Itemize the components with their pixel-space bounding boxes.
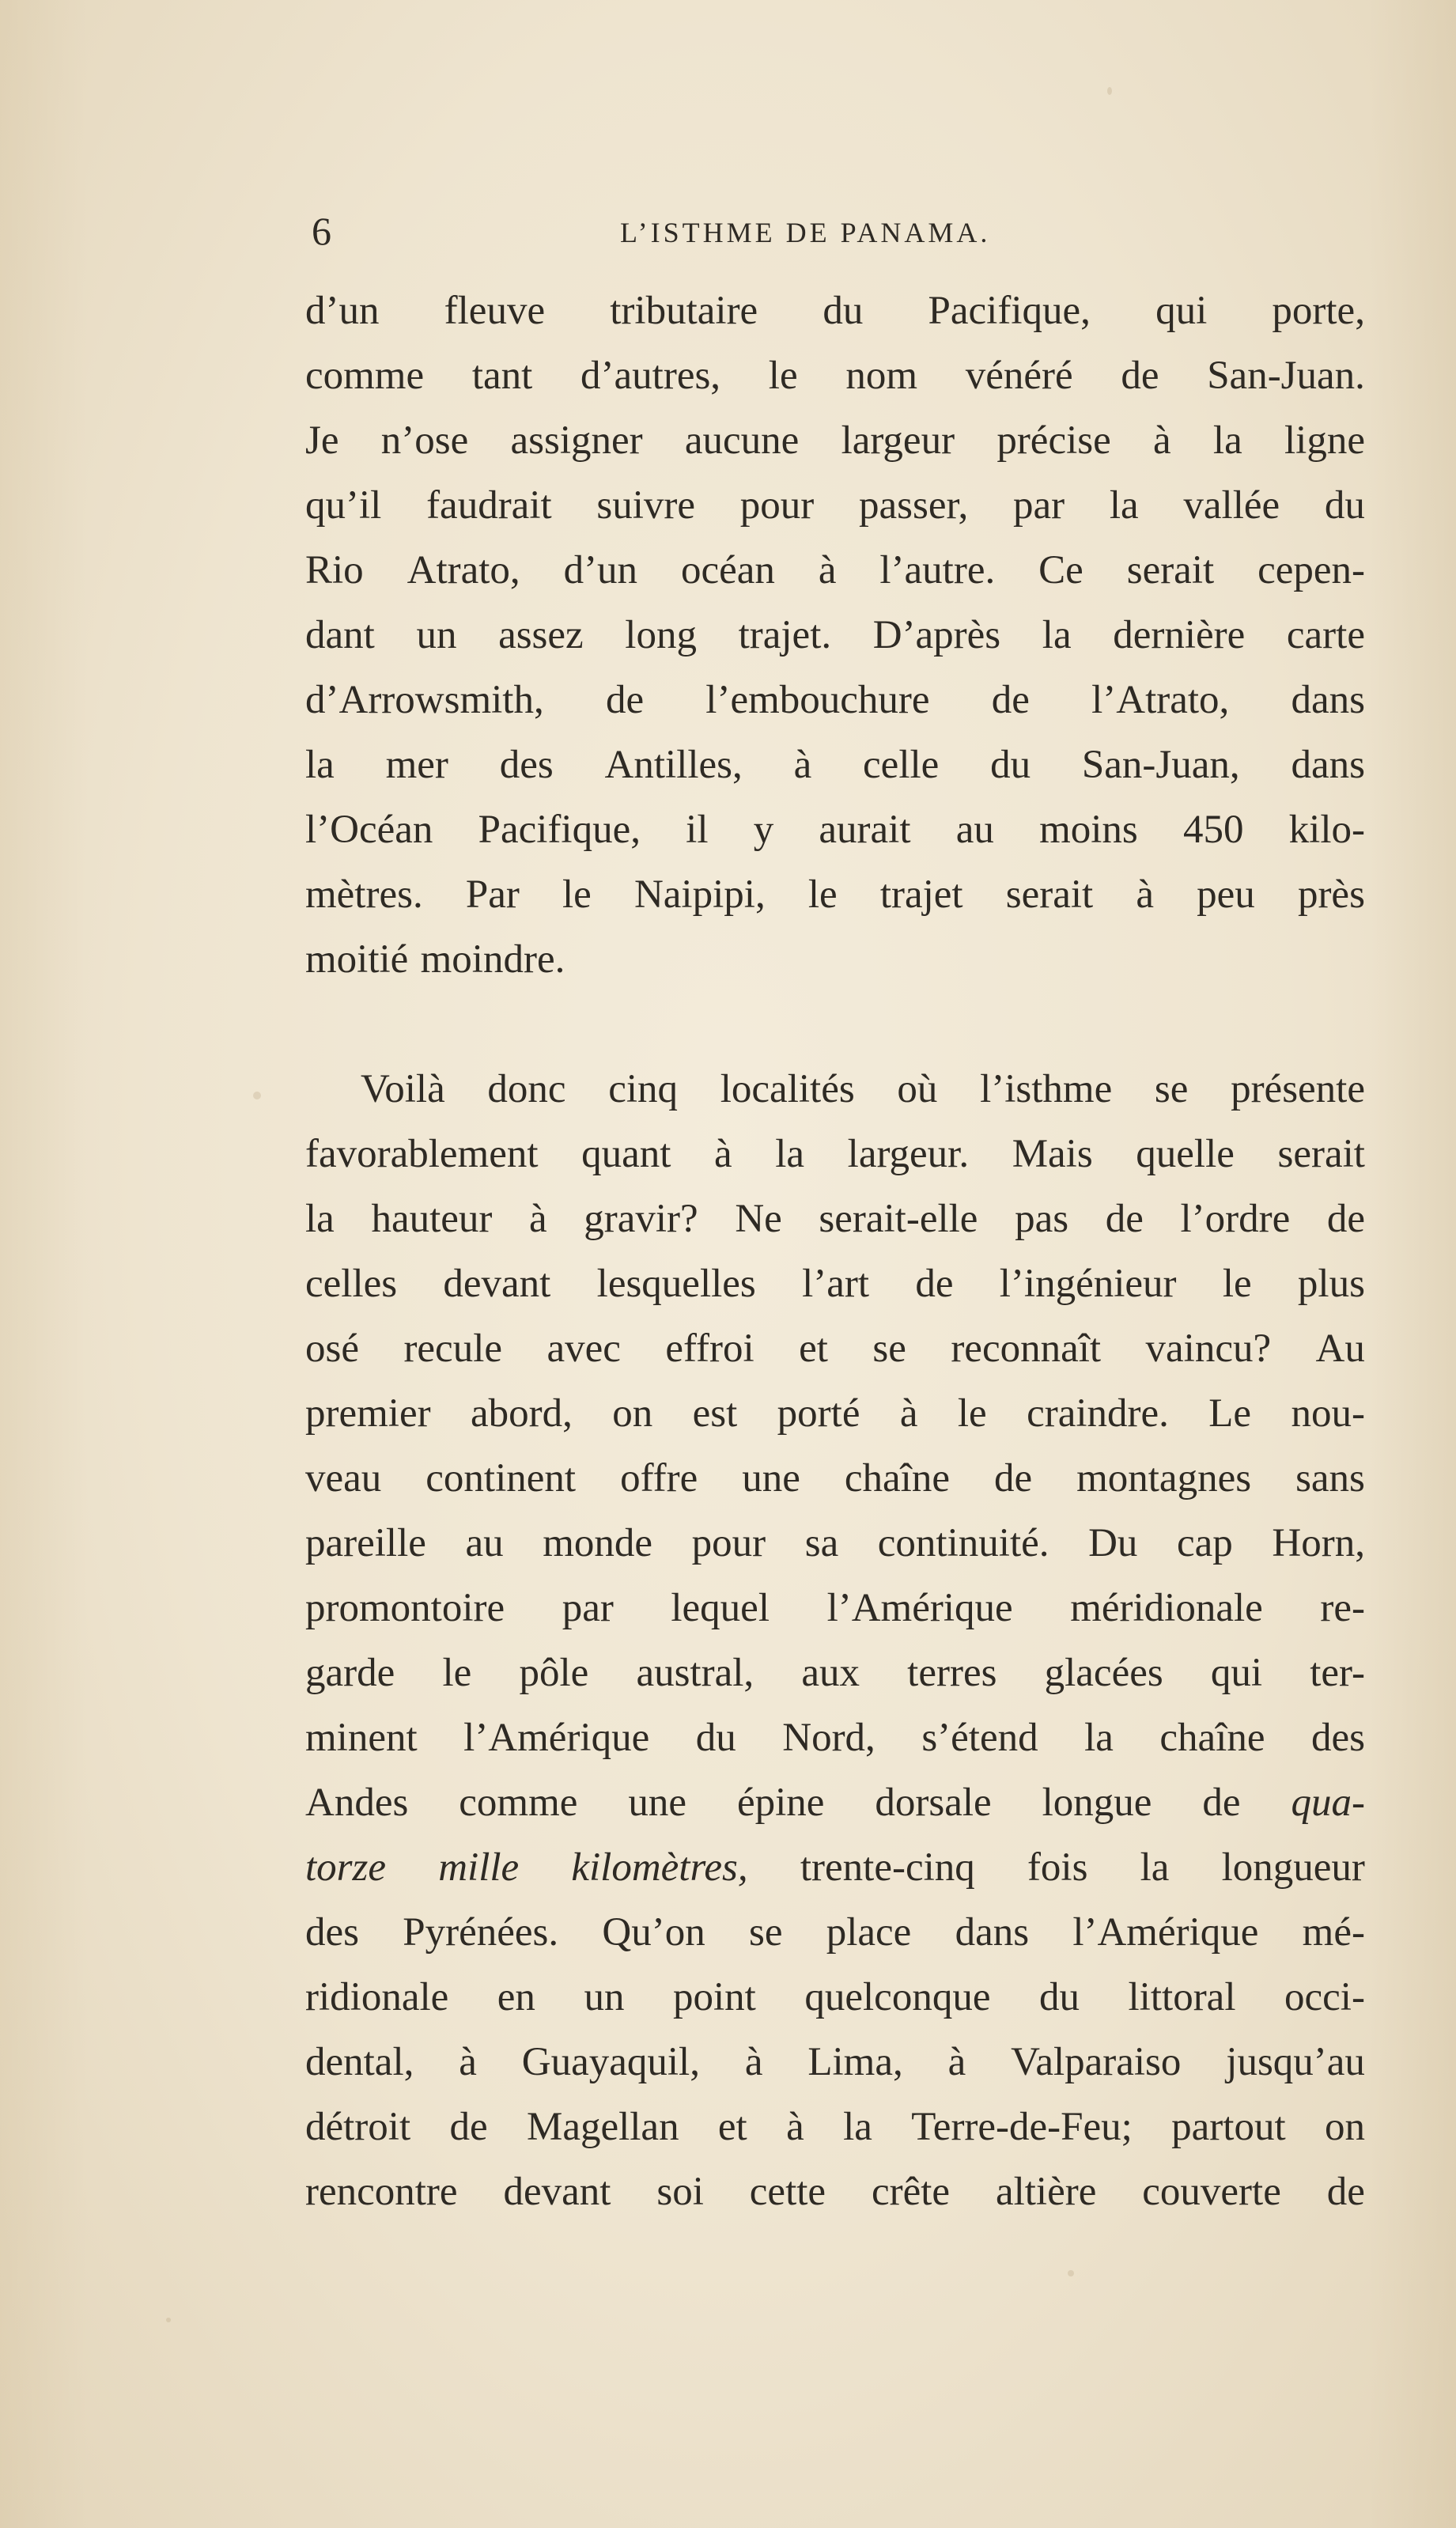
word: aurait bbox=[819, 808, 911, 852]
word: de bbox=[993, 1456, 1033, 1501]
word: serait bbox=[1126, 548, 1215, 592]
word: du bbox=[990, 743, 1031, 787]
word: océan bbox=[680, 548, 775, 592]
word: la bbox=[1109, 483, 1139, 528]
word: passer, bbox=[859, 483, 969, 528]
word: est bbox=[692, 1391, 738, 1436]
word: continuité. bbox=[877, 1521, 1049, 1565]
word: pareille bbox=[305, 1521, 426, 1565]
word: pas bbox=[1015, 1197, 1069, 1241]
word: Magellan bbox=[526, 2105, 679, 2149]
word: trajet. bbox=[738, 613, 832, 657]
word: qu’il bbox=[305, 483, 382, 528]
text-line bbox=[305, 1381, 1365, 1446]
word: cap bbox=[1177, 1521, 1233, 1565]
text-line bbox=[305, 1511, 1365, 1576]
word: largeur. bbox=[847, 1132, 970, 1176]
word: on bbox=[612, 1391, 653, 1436]
text-line bbox=[305, 278, 1365, 343]
word: le bbox=[442, 1651, 472, 1695]
word: de bbox=[1326, 1197, 1365, 1241]
word: dans bbox=[1291, 678, 1365, 722]
word: mé- bbox=[1302, 1910, 1365, 1955]
word: se bbox=[872, 1326, 906, 1371]
word: dorsale bbox=[875, 1781, 992, 1825]
body-text bbox=[305, 278, 1365, 2224]
word: lesquelles bbox=[596, 1262, 756, 1306]
word: osé bbox=[305, 1326, 359, 1371]
word: lequel bbox=[671, 1586, 770, 1630]
word: de bbox=[991, 678, 1030, 722]
paragraph bbox=[305, 1057, 1365, 2224]
word: près bbox=[1297, 872, 1365, 917]
word: y bbox=[753, 808, 774, 852]
text-line bbox=[305, 797, 1365, 862]
word: ligne bbox=[1284, 418, 1365, 463]
text-line bbox=[305, 2030, 1365, 2095]
paper-stain bbox=[253, 1092, 261, 1099]
word: de bbox=[1326, 2170, 1365, 2214]
word: se bbox=[1154, 1067, 1189, 1111]
word: du bbox=[823, 289, 864, 333]
word: la bbox=[843, 2105, 872, 2149]
text-line bbox=[305, 1641, 1365, 1705]
word: de bbox=[915, 1262, 954, 1306]
word: l’Atrato, bbox=[1091, 678, 1230, 722]
running-title: L’ISTHME DE PANAMA. bbox=[620, 217, 991, 248]
word: minent bbox=[305, 1716, 418, 1760]
word: à bbox=[786, 2105, 804, 2149]
word: l’ingénieur bbox=[999, 1262, 1177, 1306]
word: de bbox=[1202, 1781, 1241, 1825]
word: recule bbox=[403, 1326, 502, 1371]
text-line bbox=[305, 473, 1365, 538]
word: Andes bbox=[305, 1781, 409, 1825]
text-line bbox=[305, 732, 1365, 797]
word: tant bbox=[471, 354, 533, 398]
word: détroit bbox=[305, 2105, 411, 2149]
word: l’Océan bbox=[305, 808, 433, 852]
word: Horn, bbox=[1272, 1521, 1365, 1565]
word: re- bbox=[1320, 1586, 1365, 1630]
word: Naipipi, bbox=[633, 872, 766, 917]
word: San-Juan. bbox=[1207, 354, 1365, 398]
word: porté bbox=[777, 1391, 860, 1436]
word: d’autres, bbox=[581, 354, 721, 398]
word: long bbox=[625, 613, 697, 657]
word: faudrait bbox=[426, 483, 552, 528]
word: qui bbox=[1210, 1651, 1263, 1695]
word: une bbox=[742, 1456, 800, 1501]
word: Le bbox=[1208, 1391, 1252, 1436]
text-line bbox=[305, 1186, 1365, 1251]
word: pour bbox=[739, 483, 815, 528]
word: longue bbox=[1042, 1781, 1152, 1825]
word: couverte bbox=[1142, 2170, 1281, 2214]
word: à bbox=[818, 548, 837, 592]
word: à bbox=[714, 1132, 732, 1176]
word: dans bbox=[1291, 743, 1365, 787]
word: largeur bbox=[841, 418, 955, 463]
word: nou- bbox=[1291, 1391, 1365, 1436]
text-line bbox=[305, 2159, 1365, 2224]
word: Pyrénées. bbox=[403, 1910, 559, 1955]
word: des bbox=[305, 1910, 359, 1955]
word: on bbox=[1324, 2105, 1365, 2149]
paper-stain bbox=[1068, 2270, 1074, 2276]
word: la bbox=[1042, 613, 1072, 657]
word: plus bbox=[1297, 1262, 1365, 1306]
text-line bbox=[305, 1316, 1365, 1381]
word: tributaire bbox=[610, 289, 758, 333]
word: méridionale bbox=[1070, 1586, 1263, 1630]
word: s’étend bbox=[921, 1716, 1038, 1760]
word: à bbox=[459, 2040, 477, 2084]
word: qui bbox=[1155, 289, 1208, 333]
word: dant bbox=[305, 613, 375, 657]
word: abord, bbox=[470, 1391, 573, 1436]
word: une bbox=[628, 1781, 686, 1825]
word: chaîne bbox=[844, 1456, 950, 1501]
word: cinq bbox=[608, 1067, 679, 1111]
word: vénéré bbox=[965, 354, 1073, 398]
word: localités bbox=[720, 1067, 855, 1111]
word: Rio bbox=[305, 548, 364, 592]
paper-stain bbox=[1107, 87, 1112, 95]
word: Pacifique, bbox=[478, 808, 641, 852]
word: Antilles, bbox=[604, 743, 743, 787]
word: 450 bbox=[1182, 808, 1244, 852]
word: mille bbox=[438, 1845, 520, 1890]
word: favorablement bbox=[305, 1132, 539, 1176]
word: l’Amérique bbox=[463, 1716, 650, 1760]
word: rencontre bbox=[305, 2170, 458, 2214]
text-line bbox=[305, 1446, 1365, 1511]
word: moins bbox=[1039, 808, 1138, 852]
word: qua- bbox=[1291, 1781, 1365, 1825]
word: nom bbox=[845, 354, 917, 398]
word: le bbox=[957, 1391, 987, 1436]
word: jusqu’au bbox=[1226, 2040, 1365, 2084]
word: à bbox=[1153, 418, 1171, 463]
word: de bbox=[1121, 354, 1159, 398]
word: crête bbox=[871, 2170, 951, 2214]
word: dans bbox=[955, 1910, 1030, 1955]
word: fois bbox=[1027, 1845, 1088, 1890]
word: Guayaquil, bbox=[521, 2040, 700, 2084]
word: place bbox=[826, 1910, 912, 1955]
word: torze bbox=[305, 1845, 386, 1890]
word: Ce bbox=[1038, 548, 1083, 592]
word: austral, bbox=[636, 1651, 754, 1695]
word: l’isthme bbox=[980, 1067, 1113, 1111]
word: assigner bbox=[510, 418, 643, 463]
word: longueur bbox=[1221, 1845, 1365, 1890]
word: gravir? bbox=[584, 1197, 698, 1241]
word: pour bbox=[691, 1521, 766, 1565]
word: Pacifique, bbox=[928, 289, 1091, 333]
word: Du bbox=[1088, 1521, 1138, 1565]
word: l’Amérique bbox=[826, 1586, 1013, 1630]
word: Voilà bbox=[361, 1067, 445, 1111]
paper-stain bbox=[166, 2318, 171, 2322]
word: le bbox=[1222, 1262, 1252, 1306]
word: la bbox=[775, 1132, 805, 1176]
word: offre bbox=[620, 1456, 698, 1501]
word: sans bbox=[1295, 1456, 1365, 1501]
word: terres bbox=[907, 1651, 997, 1695]
word: à bbox=[529, 1197, 547, 1241]
word: veau bbox=[305, 1456, 382, 1501]
word: mètres. bbox=[305, 872, 423, 917]
word: à bbox=[947, 2040, 966, 2084]
word: soi bbox=[656, 2170, 704, 2214]
text-line bbox=[305, 1576, 1365, 1641]
word: il bbox=[686, 808, 709, 852]
word: et bbox=[717, 2105, 747, 2149]
word: celle bbox=[863, 743, 940, 787]
word: premier bbox=[305, 1391, 431, 1436]
word: glacées bbox=[1044, 1651, 1163, 1695]
word: point bbox=[673, 1975, 756, 2019]
word: craindre. bbox=[1027, 1391, 1169, 1436]
text-line bbox=[305, 1900, 1365, 1965]
text-line bbox=[305, 1835, 1365, 1900]
word: au bbox=[955, 808, 994, 852]
text-line bbox=[305, 1770, 1365, 1835]
word: l’Amérique bbox=[1072, 1910, 1259, 1955]
word: quelle bbox=[1136, 1132, 1235, 1176]
word: Nord, bbox=[782, 1716, 875, 1760]
word: promontoire bbox=[305, 1586, 505, 1630]
word: n’ose bbox=[380, 418, 469, 463]
word: kilomètres, bbox=[571, 1845, 748, 1890]
word: trajet bbox=[879, 872, 963, 917]
word: d’Arrowsmith, bbox=[305, 678, 544, 722]
word: l’embouchure bbox=[705, 678, 930, 722]
word: où bbox=[897, 1067, 938, 1111]
word: moindre. bbox=[420, 937, 565, 982]
word: quelconque bbox=[804, 1975, 991, 2019]
word: celles bbox=[305, 1262, 398, 1306]
word: la bbox=[305, 1197, 335, 1241]
word: à bbox=[899, 1391, 918, 1436]
word: Lima, bbox=[807, 2040, 903, 2084]
text-line bbox=[305, 1057, 1365, 1122]
word: avec bbox=[546, 1326, 621, 1371]
word: comme bbox=[305, 354, 425, 398]
word: quant bbox=[581, 1132, 671, 1176]
word: la bbox=[1084, 1716, 1114, 1760]
word: peu bbox=[1197, 872, 1255, 917]
text-line bbox=[305, 1965, 1365, 2030]
word: Par bbox=[465, 872, 520, 917]
text-line bbox=[305, 343, 1365, 408]
word: l’art bbox=[802, 1262, 870, 1306]
word: suivre bbox=[596, 483, 696, 528]
word: épine bbox=[736, 1781, 825, 1825]
word: kilo- bbox=[1288, 808, 1365, 852]
word: hauteur bbox=[371, 1197, 493, 1241]
word: garde bbox=[305, 1651, 395, 1695]
word: altière bbox=[995, 2170, 1097, 2214]
word: des bbox=[499, 743, 554, 787]
word: serait bbox=[1005, 872, 1094, 917]
word: mer bbox=[385, 743, 448, 787]
word: montagnes bbox=[1076, 1456, 1252, 1501]
word: vallée bbox=[1183, 483, 1280, 528]
word: assez bbox=[498, 613, 584, 657]
text-line bbox=[305, 1122, 1365, 1186]
word: trente-cinq bbox=[800, 1845, 975, 1890]
word: Terre-de-Feu; bbox=[911, 2105, 1133, 2149]
word: Mais bbox=[1012, 1132, 1093, 1176]
word: sa bbox=[804, 1521, 839, 1565]
word: continent bbox=[425, 1456, 577, 1501]
word: de bbox=[1105, 1197, 1144, 1241]
word: la bbox=[1140, 1845, 1170, 1890]
word: aux bbox=[801, 1651, 860, 1695]
word: le bbox=[807, 872, 838, 917]
word: ter- bbox=[1310, 1651, 1365, 1695]
text-line bbox=[305, 603, 1365, 668]
text-line bbox=[305, 668, 1365, 732]
word: l’ordre bbox=[1180, 1197, 1291, 1241]
word: fleuve bbox=[444, 289, 546, 333]
word: le bbox=[562, 872, 592, 917]
word: à bbox=[1136, 872, 1154, 917]
text-line bbox=[305, 862, 1365, 927]
word: de bbox=[605, 678, 645, 722]
word: chaîne bbox=[1159, 1716, 1265, 1760]
word: du bbox=[1038, 1975, 1080, 2019]
word: un bbox=[584, 1975, 625, 2019]
paragraph bbox=[305, 278, 1365, 992]
page-number: 6 bbox=[312, 209, 331, 253]
word: Atrato, bbox=[407, 548, 520, 592]
word: d’un bbox=[305, 289, 380, 333]
word: partout bbox=[1171, 2105, 1286, 2149]
word: des bbox=[1310, 1716, 1365, 1760]
word: aucune bbox=[684, 418, 800, 463]
word: littoral bbox=[1128, 1975, 1236, 2019]
text-line bbox=[305, 2095, 1365, 2159]
text-line bbox=[305, 1705, 1365, 1770]
word: à bbox=[744, 2040, 763, 2084]
text-line bbox=[305, 1251, 1365, 1316]
word: du bbox=[1324, 483, 1365, 528]
word: dernière bbox=[1113, 613, 1246, 657]
word: effroi bbox=[665, 1326, 754, 1371]
word: comme bbox=[459, 1781, 578, 1825]
word: serait-elle bbox=[819, 1197, 978, 1241]
text-line bbox=[305, 538, 1365, 603]
word: pôle bbox=[519, 1651, 589, 1695]
word: monde bbox=[543, 1521, 653, 1565]
word: Qu’on bbox=[602, 1910, 705, 1955]
word: Ne bbox=[735, 1197, 782, 1241]
word: l’autre. bbox=[879, 548, 996, 592]
word: San-Juan, bbox=[1081, 743, 1240, 787]
word: d’un bbox=[563, 548, 638, 592]
word: par bbox=[562, 1586, 614, 1630]
word: moitié bbox=[305, 937, 409, 982]
word: cette bbox=[749, 2170, 826, 2214]
word: du bbox=[695, 1716, 736, 1760]
word: Au bbox=[1315, 1326, 1365, 1371]
word: occi- bbox=[1284, 1975, 1365, 2019]
page-header bbox=[312, 207, 1363, 255]
word: porte, bbox=[1272, 289, 1365, 333]
word: au bbox=[465, 1521, 504, 1565]
word: Je bbox=[305, 418, 339, 463]
word: la bbox=[1212, 418, 1242, 463]
word: présente bbox=[1231, 1067, 1365, 1111]
word: carte bbox=[1286, 613, 1365, 657]
word: reconnaît bbox=[951, 1326, 1102, 1371]
word: par bbox=[1012, 483, 1065, 528]
text-line bbox=[305, 927, 1365, 992]
word: serait bbox=[1277, 1132, 1365, 1176]
word: devant bbox=[443, 1262, 551, 1306]
word: précise bbox=[997, 418, 1111, 463]
word: de bbox=[449, 2105, 488, 2149]
word: dental, bbox=[305, 2040, 414, 2084]
paragraph-gap bbox=[305, 992, 1365, 1057]
word: à bbox=[793, 743, 812, 787]
word: le bbox=[768, 354, 798, 398]
word: vaincu? bbox=[1145, 1326, 1272, 1371]
word: et bbox=[799, 1326, 828, 1371]
text-line bbox=[305, 408, 1365, 473]
word: se bbox=[748, 1910, 783, 1955]
word: devant bbox=[503, 2170, 611, 2214]
word: en bbox=[497, 1975, 535, 2019]
word: donc bbox=[487, 1067, 566, 1111]
word: Valparaiso bbox=[1011, 2040, 1182, 2084]
word: un bbox=[416, 613, 457, 657]
word: cepen- bbox=[1257, 548, 1365, 592]
word: D’après bbox=[872, 613, 1001, 657]
word: la bbox=[305, 743, 335, 787]
word: ridionale bbox=[305, 1975, 449, 2019]
